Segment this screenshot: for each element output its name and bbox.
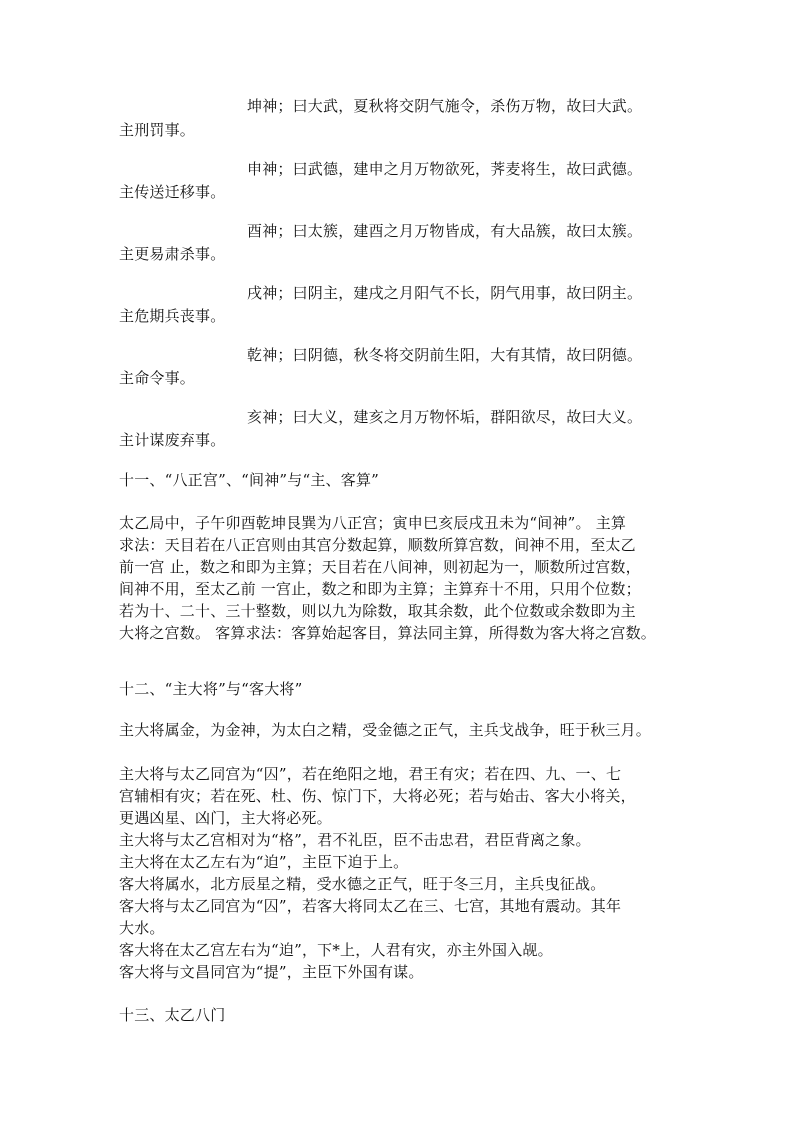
section-12-line: 主大将在太乙左右为“迫”，主臣下迫于上。 — [119, 853, 409, 871]
spirit-hai-line1: 亥神；曰大义，建亥之月万物怀垢，群阳欲尽，故曰大义。 — [247, 408, 643, 426]
spirit-qian-line1: 乾神；曰阴德，秋冬将交阴前生阳，大有其情，故曰阴德。 — [247, 346, 643, 364]
spirit-you-line1: 酉神；曰太簇，建酉之月万物皆成，有大品簇，故曰太簇。 — [247, 222, 643, 240]
spirit-qian-line2: 主命令事。 — [119, 369, 196, 387]
section-12-line: 客大将与太乙同宫为“囚”，若客大将同太乙在三、七宫，其地有震动。其年 — [119, 897, 622, 915]
section-11-line: 若为十、二十、三十整数，则以九为除数，取其余数，此个位数或余数即为主 — [119, 602, 636, 620]
section-12-line: 客大将与文昌同宫为“提”，主臣下外国有谋。 — [119, 963, 424, 981]
spirit-you-line2: 主更易肃杀事。 — [119, 245, 226, 263]
section-12-line: 宫辅相有灾；若在死、杜、伤、惊门下，大将必死；若与始击、客大小将关， — [119, 787, 636, 805]
spirit-kun-line2: 主刑罚事。 — [119, 121, 196, 139]
section-12-heading: 十二、“主大将”与“客大将” — [119, 680, 303, 698]
section-13-heading: 十三、太乙八门 — [119, 1006, 226, 1024]
section-12-line: 更遇凶星、凶门，主大将必死。 — [119, 809, 332, 827]
section-12-line: 主大将与太乙同宫为“囚”，若在绝阳之地，君王有灾；若在四、九、一、七 — [119, 765, 622, 783]
spirit-shen-line1: 申神；曰武德，建申之月万物欲死，荠麦将生，故曰武德。 — [247, 160, 643, 178]
section-12-line: 客大将在太乙宫左右为“迫”，下*上，人君有灾，亦主外国入觇。 — [119, 941, 553, 959]
section-12-line: 主大将与太乙宫相对为“格”，君不礼臣，臣不击忠君，君臣背离之象。 — [119, 831, 591, 849]
spirit-kun-line1: 坤神；曰大武，夏秋将交阴气施令，杀伤万物，故曰大武。 — [247, 97, 643, 115]
section-11-line: 求法：天目若在八正宫则由其宫分数起算，顺数所算宫数，间神不用，至太乙 — [119, 536, 636, 554]
section-12-line: 大水。 — [119, 919, 165, 937]
section-12-intro: 主大将属金，为金神，为太白之精，受金德之正气，主兵戈战争，旺于秋三月。 — [119, 721, 652, 739]
section-12-line: 客大将属水，北方辰星之精，受水德之正气，旺于冬三月，主兵曳征战。 — [119, 875, 606, 893]
spirit-xu-line2: 主危期兵丧事。 — [119, 307, 226, 325]
spirit-shen-line2: 主传送迁移事。 — [119, 183, 226, 201]
section-11-line: 前一宫 止，数之和即为主算；天目若在八间神，则初起为一，顺数所过宫数， — [119, 558, 641, 576]
section-11-line: 太乙局中，子午卯酉乾坤艮巽为八正宫；寅申巳亥辰戌丑未为“间神”。 主算 — [119, 514, 627, 532]
section-11-heading: 十一、“八正宫”、“间神”与“主、客算” — [119, 471, 380, 489]
spirit-xu-line1: 戌神；曰阴主，建戌之月阳气不长，阴气用事，故曰阴主。 — [247, 284, 643, 302]
section-11-line: 大将之宫数。 客算求法：客算始起客目，算法同主算，所得数为客大将之宫数。 — [119, 624, 656, 642]
spirit-hai-line2: 主计谋废弃事。 — [119, 431, 226, 449]
section-11-line: 间神不用，至太乙前 一宫止，数之和即为主算；主算弃十不用，只用个位数； — [119, 580, 641, 598]
